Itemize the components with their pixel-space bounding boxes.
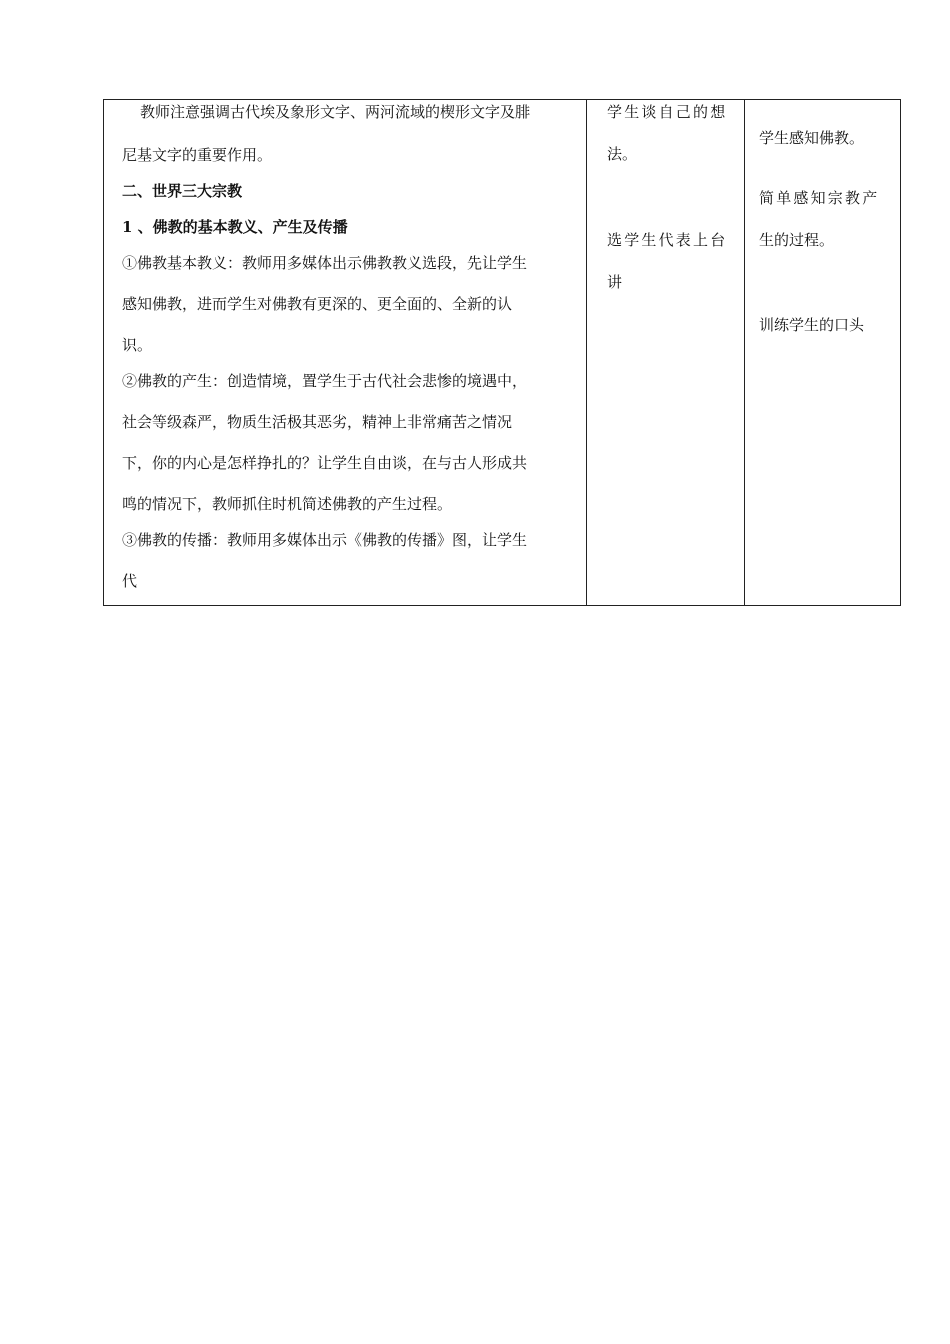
main-text-line: 教师注意强调古代埃及象形文字、两河流域的楔形文字及腓 [140, 103, 531, 121]
main-text-line: 社会等级森严，物质生活极其恶劣，精神上非常痛苦之情况 [122, 413, 513, 431]
section-heading: 二、世界三大宗教 [122, 182, 243, 200]
teacher-activity-cell [104, 100, 587, 606]
intent-text-line: 训练学生的口头 [759, 316, 865, 334]
main-text-line: ②佛教的产生：创造情境，置学生于古代社会悲惨的境遇中， [122, 372, 528, 390]
student-text-line: 选学生代表上台 [607, 231, 728, 249]
table-row [104, 100, 901, 606]
lesson-plan-table [103, 99, 901, 606]
intent-text-line: 学生感知佛教。 [759, 129, 865, 147]
student-text-line: 法。 [607, 145, 638, 163]
subsection-heading: 1 、佛教的基本教义、产生及传播 [122, 218, 348, 236]
main-text-line: 代 [122, 572, 138, 590]
main-text-line: 下，你的内心是怎样挣扎的？让学生自由谈，在与古人形成共 [122, 454, 528, 472]
intent-text-line: 生的过程。 [759, 231, 835, 249]
design-intent-cell [745, 100, 901, 606]
main-text-line: 鸣的情况下，教师抓住时机简述佛教的产生过程。 [122, 495, 453, 513]
main-text-line: 尼基文字的重要作用。 [122, 146, 273, 164]
main-text-line: ①佛教基本教义：教师用多媒体出示佛教教义选段，先让学生 [122, 254, 528, 272]
student-text-line: 讲 [607, 273, 623, 291]
student-activity-cell [587, 100, 745, 606]
main-text-line: ③佛教的传播：教师用多媒体出示《佛教的传播》图，让学生 [122, 531, 528, 549]
main-text-line: 识。 [122, 336, 153, 354]
student-text-line: 学生谈自己的想 [607, 103, 728, 121]
main-text-line: 感知佛教，进而学生对佛教有更深的、更全面的、全新的认 [122, 295, 513, 313]
intent-text-line: 简单感知宗教产 [759, 189, 880, 207]
